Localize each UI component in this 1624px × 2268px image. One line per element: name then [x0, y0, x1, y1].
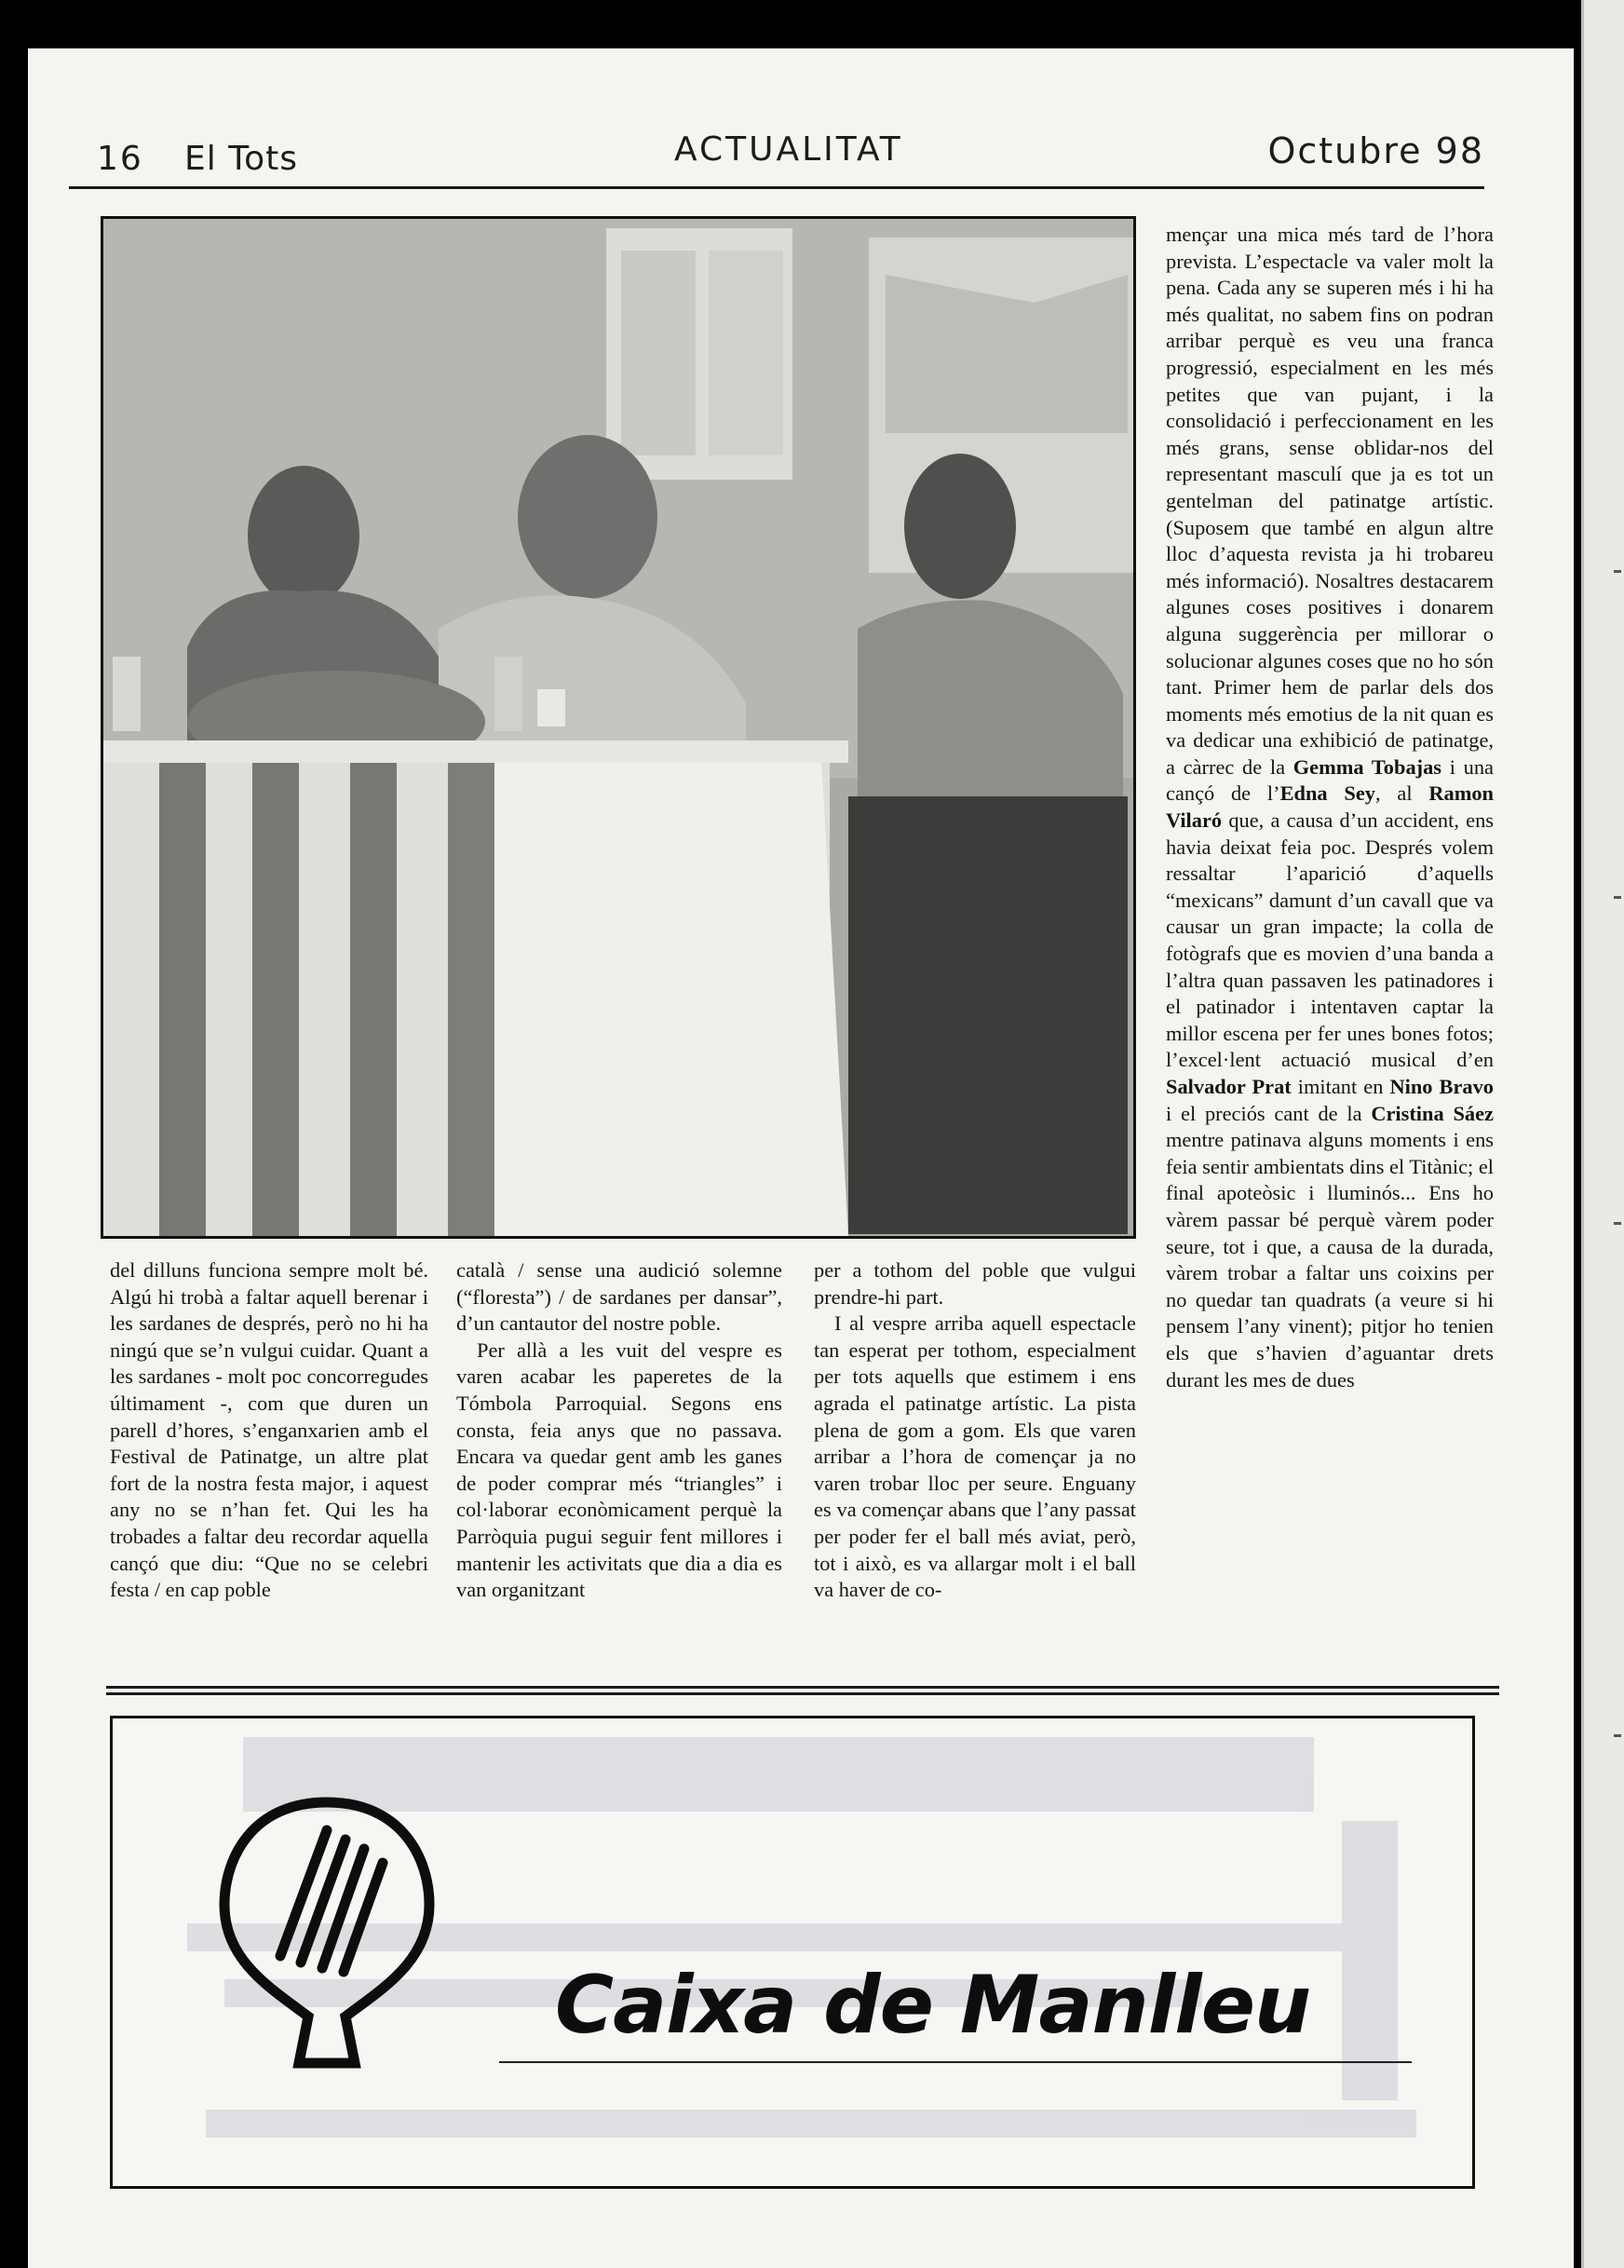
publication-name: El Tots — [184, 140, 298, 178]
person-name: Gemma Tobajas — [1292, 754, 1441, 779]
page-header — [69, 93, 1484, 189]
paragraph: Per allà a les vuit del vespre es varen acabar les paperetes de la Tómbola Parroquial. Segons ens consta, feia anys que no passava. Encara va quedar gent amb les ganes de poder comprar més “triangles” i col·laborar econòmicament perquè la Parròquia pugui seguir fent millores i mantenir les activitats que dia a dia es van organitzant — [456, 1338, 782, 1602]
text-run: mentre patinava alguns moments i ens feia sentir ambientats dins el Titànic; el final apoteòsic i lluminós... Ens ho vàrem passar bé perquè vàrem poder seure, tot i que, a causa de la durada, vàrem trobar a faltar uns coixins per no quedar tan quadrats (a veure si hi pensem l’any vinent); pitjor ho tenien els que s’havien d’aguantar drets durant les mes de dues — [1166, 1128, 1494, 1392]
article-column-1 — [110, 1257, 428, 1604]
paragraph: del dilluns funciona sempre molt bé. Algú hi trobà a faltar aquell berenar i les sardanes de després, però no hi ha ningú que se’n vulgui cuidar. Quant a les sardanes - molt poc concorregudes últimament -, com que duren un parell d’hores, s’enganxarien amb el Festival de Patinatge, un altre plat fort de la nostra festa major, i aquest any no se n’han fet. Qui les ha trobades a faltar deu recordar aquella cançó que diu: “Que no se celebri festa / en cap poble — [110, 1258, 428, 1602]
article-column-2 — [456, 1257, 782, 1604]
paragraph: I al vespre arriba aquell espectacle tan esperat per tothom, especialment per tots aquells que estimem i ens agrada el patinatge artístic. La pista plena de gom a gom. Els que varen arribar a l’hora de començar ja no varen trobar lloc per seure. Enguany es va començar abans que l’any passat per poder fer el ball més aviat, però, tot i això, es va allargar molt i el ball va haver de co- — [814, 1311, 1136, 1602]
text-run: , al — [1375, 781, 1429, 806]
text-run: imitant en — [1291, 1075, 1390, 1098]
paragraph: per a tothom del poble que vulgui prendre-hi part. — [814, 1258, 1136, 1309]
bank-name: Caixa de Manlleu — [555, 1959, 1311, 2052]
text-run: mençar una mica més tard de l’hora prevista. L’espectacle va valer molt la pena. Cada any se superen més i hi ha més qualitat, no sabem fins on podran arribar perquè es veu una franca progressió, especialment en les més petites que van pujant, i la consolidació i perfeccionament en les més grans, sense oblidar-nos del representant masculí que ja es tot un gentelman del patinatge artístic. (Suposem que també en algun altre lloc d’aquesta revista ja hi trobareu més informació). Nosaltres destacarem algunes coses positives i donarem alguna suggerència per millorar o solucionar algunes coses que no ho són tant. Primer hem de parlar dels dos moments més emotius de la nit quan es va dedicar una exhibició de patinatge, a càrrec de la — [1166, 223, 1494, 779]
paragraph — [1166, 222, 1494, 1393]
text-run: i una cançó de l’ — [1166, 754, 1494, 806]
adjacent-page-edge — [1581, 0, 1624, 2268]
person-name: Ramon Vilaró — [1166, 781, 1494, 833]
text-run: i el preciós cant de la — [1166, 1101, 1372, 1125]
logo-underline — [499, 2061, 1412, 2063]
person-name: Edna Sey — [1279, 781, 1375, 806]
person-name: Cristina Sáez — [1371, 1101, 1494, 1125]
caixa-manlleu-logo — [215, 1793, 439, 2072]
event-photo — [101, 216, 1136, 1239]
article-column-3 — [814, 1257, 1136, 1604]
text-run: que, a causa d’un accident, ens havia deixat feia poc. Després volem ressaltar l’aparició d’aquells “mexicans” damunt d’un cavall que va causar un gran impacte; la colla de fotògrafs que es movien d’una banda a l’altra quan passaven les patinadores i el patinador i intentaven captar la millor escena per fer unes bones fotos; l’excel·lent actuació musical d’en — [1166, 808, 1494, 1072]
person-name: Nino Bravo — [1389, 1075, 1494, 1098]
page-number: 16 — [97, 140, 143, 178]
advertisement-box — [110, 1716, 1475, 2189]
person-name: Salvador Prat — [1166, 1075, 1292, 1098]
section-divider — [106, 1686, 1499, 1695]
section-title: ACTUALITAT — [674, 130, 903, 169]
article-column-right — [1166, 222, 1494, 1393]
paragraph: català / sense una audició solemne (“floresta”) / de sardanes per dansar”, d’un cantautor del nostre poble. — [456, 1258, 782, 1336]
issue-date: Octubre 98 — [1267, 130, 1484, 171]
